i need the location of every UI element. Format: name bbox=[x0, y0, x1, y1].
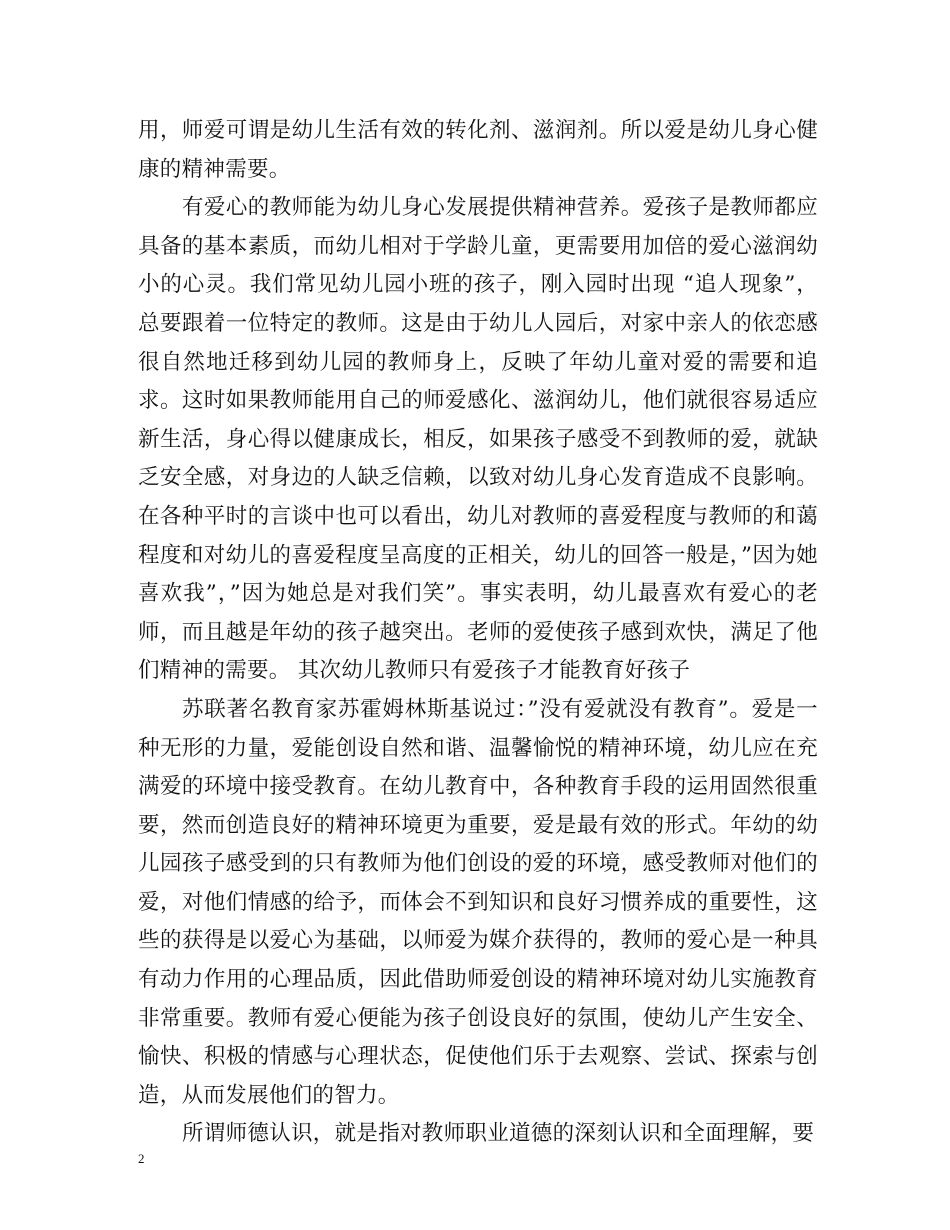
page-number: 2 bbox=[138, 1151, 145, 1166]
paragraph-4: 所谓师德认识，就是指对教师职业道德的深刻认识和全面理解，要 bbox=[182, 1121, 815, 1147]
paragraph-3: 苏联著名教育家苏霍姆林斯基说过：”没有爱就没有教育”。爱是一种无形的力量，爱能创设自然和谐、温馨愉悦的精神环境，幼儿应在充满爱的环境中接受教育。在幼儿教育中，各种教育手段的运用固然很重要，然而创造良好的精神环境更为重要，爱是最有效的形式。年幼的幼儿园孩子感受到的只有教师为他们创设的爱的环境，感受教师对他们的爱，对他们情感的给予，而体会不到知识和良好习惯养成的重要性，这些的获得是以爱心为基础，以师爱为媒介获得的，教师的爱心是一种具有动力作用的心理品质，因此借助师爱创设的精神环境对幼儿实施教育非常重要。教师有爱心便能为孩子创设良好的氛围，使幼儿产生安全、愉快、积极的情感与心理状态，促使他们乐于去观察、尝试、探索与创造，从而发展他们的智力。 bbox=[138, 696, 818, 1108]
paragraph-2: 有爱心的教师能为幼儿身心发展提供精神营养。爱孩子是教师都应具备的基本素质，而幼儿相对于学龄儿童，更需要用加倍的爱心滋润幼小的心灵。我们常见幼儿园小班的孩子，刚入园时出现 “追人现象”，总要跟着一位特定的教师。这是由于幼儿人园后，对家中亲人的依恋感很自然地迁移到幼儿园的教师身上，反映了年幼儿童对爱的需要和追求。这时如果教师能用自己的师爱感化、滋润幼儿，他们就很容易适应新生活，身心得以健康成长，相反，如果孩子感受不到教师的爱，就缺乏安全感，对身边的人缺乏信赖，以致对幼儿身心发育造成不良影响。在各种平时的言谈中也可以看出，幼儿对教师的喜爱程度与教师的和蔼程度和对幼儿的喜爱程度呈高度的正相关，幼儿的回答一般是，”因为她喜欢我”，”因为她总是对我们笑”。事实表明，幼儿最喜欢有爱心的老师，而且越是年幼的孩子越突出。老师的爱使孩子感到欢快，满足了他们精神的需要。 其次幼儿教师只有爱孩子才能教育好孩子 bbox=[138, 195, 818, 684]
paragraph-1: 用，师爱可谓是幼儿生活有效的转化剂、滋润剂。所以爱是幼儿身心健康的精神需要。 bbox=[138, 118, 818, 182]
body-text bbox=[138, 112, 818, 1154]
